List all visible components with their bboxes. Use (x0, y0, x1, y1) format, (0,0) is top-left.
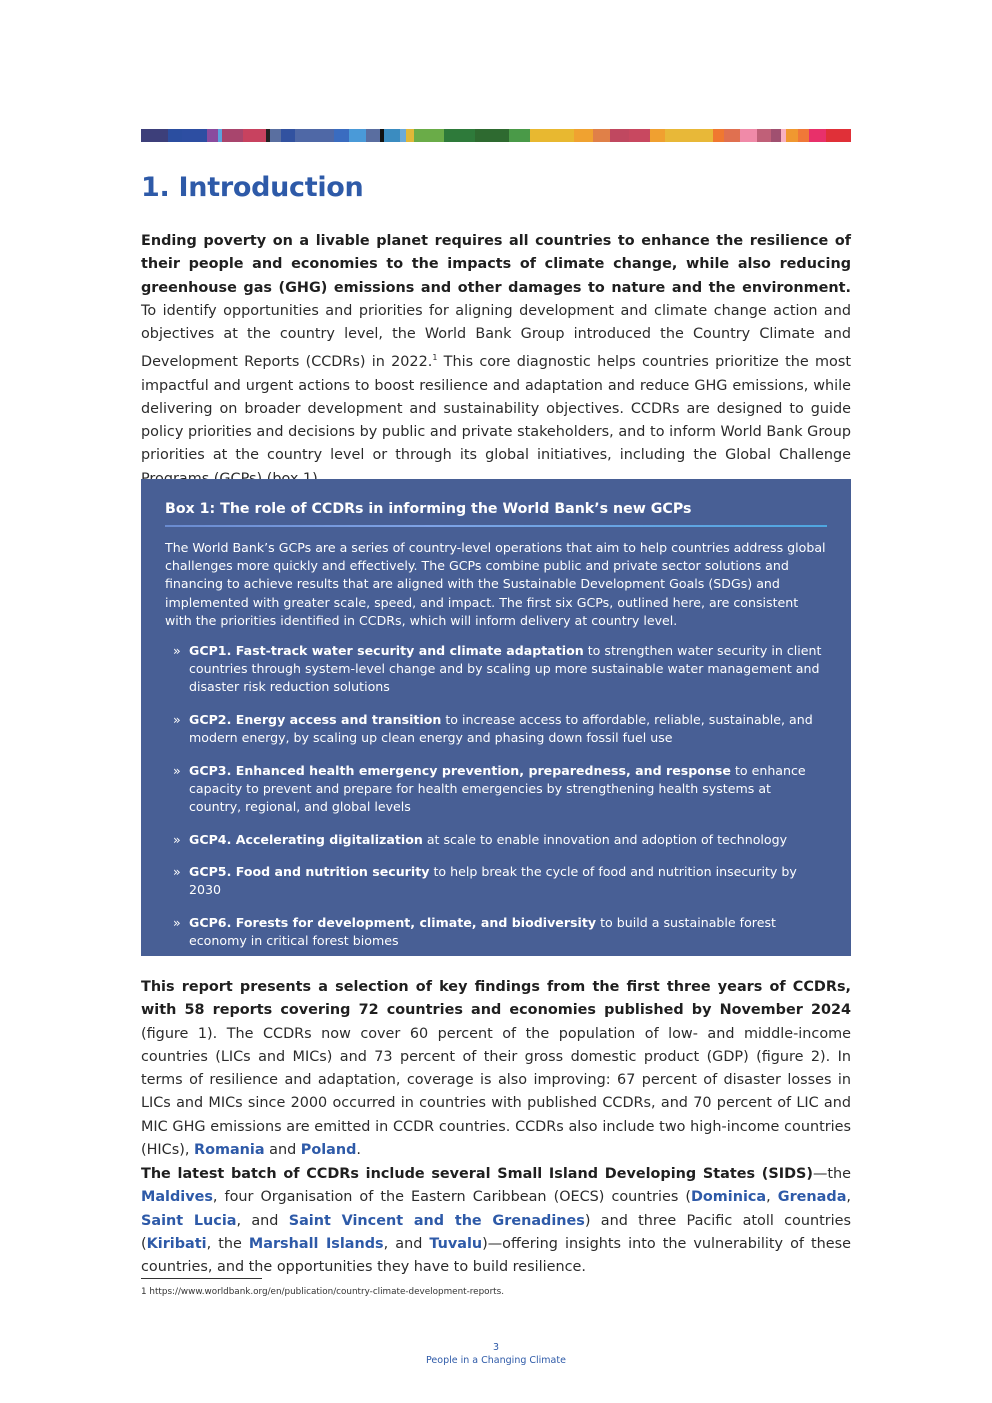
bullet-icon: » (173, 643, 181, 659)
color-stripe-segment (475, 129, 509, 142)
publication-title: People in a Changing Climate (426, 1355, 566, 1366)
color-stripe-segment (168, 129, 182, 142)
link-romania[interactable]: Romania (194, 1142, 265, 1159)
box-title-rule (165, 525, 827, 527)
color-stripe-segment (281, 129, 295, 142)
color-stripe-segment (207, 129, 218, 142)
color-stripe-segment (509, 129, 530, 142)
gcp-item (165, 914, 827, 950)
gcp-desc: to help break the cycle of food and nutrition insecurity by 2030 (189, 864, 797, 898)
color-stripe-segment (826, 129, 851, 142)
bullet-icon: » (173, 711, 181, 727)
color-stripe-segment (610, 129, 629, 142)
color-stripe-segment (222, 129, 243, 142)
color-stripe-segment (574, 129, 593, 142)
color-stripe-segment (786, 129, 799, 142)
text: , and (236, 1212, 289, 1229)
sids-lead: The latest batch of CCDRs include several Small Island Developing States (SIDS) (141, 1166, 813, 1182)
color-stripe-segment (798, 129, 809, 142)
color-stripe-segment (243, 129, 266, 142)
box-title: Box 1: The role of CCDRs in informing the World Bank’s new GCPs (165, 501, 692, 517)
color-stripe-segment (665, 129, 690, 142)
box-1 (141, 479, 851, 956)
color-stripe-segment (530, 129, 559, 142)
sids-paragraph (141, 1163, 851, 1279)
link-grenada[interactable]: Grenada (777, 1189, 847, 1206)
intro-paragraph (141, 230, 851, 491)
text: )—offering insights into the vulnerability of these countries, and the opportunities they have to build resilience. (141, 1235, 852, 1276)
text: , four Organisation of the Eastern Caribbean (OECS) countries ( (212, 1189, 691, 1206)
bullet-icon: » (173, 914, 181, 930)
color-stripe-segment (295, 129, 314, 142)
footnote[interactable]: 1 https://www.worldbank.org/en/publication/country-climate-development-reports. (141, 1287, 505, 1297)
color-stripe-segment (414, 129, 443, 142)
findings-paragraph (141, 976, 851, 1162)
gcp-name: GCP6. Forests for development, climate, and biodiversity (189, 914, 597, 930)
color-stripe-segment (771, 129, 782, 142)
color-stripe-segment (757, 129, 771, 142)
page-number: 3 (492, 1342, 500, 1353)
color-stripe-segment (384, 129, 400, 142)
color-stripe-segment (406, 129, 414, 142)
intro-lead: Ending poverty on a livable planet requires all countries to enhance the resilience of their people and economies to the impacts of climate change, while also reducing greenhouse gas (GHG) emissions and other damages to nature and the environment. (141, 233, 851, 296)
color-stripe-segment (313, 129, 334, 142)
color-stripe-segment (690, 129, 713, 142)
color-stripe-segment (724, 129, 741, 142)
gcp-name: GCP3. Enhanced health emergency prevention, preparedness, and response (189, 762, 731, 778)
gcp-name: GCP5. Food and nutrition security (189, 864, 430, 880)
text: , (766, 1189, 778, 1206)
gcp-item (165, 831, 827, 849)
bullet-icon: » (173, 864, 181, 880)
text: —the (812, 1166, 851, 1182)
gcp-item (165, 863, 827, 899)
link-poland[interactable]: Poland (300, 1142, 357, 1159)
color-stripe-segment (334, 129, 349, 142)
box-intro: The World Bank’s GCPs are a series of country-level operations that aim to help countries address global challenges more quickly and effectively. The GCPs combine public and private sector solutions and financing to achieve results that are aligned with the Sustainable Development Goals (SDGs) and implemented with greater scale, speed, and impact. The first six GCPs, outlined here, are consistent with the priorities identified in CCDRs, which will inform delivery at country level. (165, 540, 826, 628)
gcp-item (165, 762, 827, 817)
link-saint-lucia[interactable]: Saint Lucia (141, 1212, 237, 1229)
color-stripe-segment (444, 129, 476, 142)
gcp-name: GCP1. Fast-track water security and climate adaptation (189, 643, 584, 659)
gcp-desc: to increase access to affordable, reliable, sustainable, and modern energy, by scaling up clean energy and phasing down fossil fuel use (189, 711, 813, 746)
color-stripe-segment (270, 129, 281, 142)
gcp-item (165, 711, 827, 747)
color-stripe-segment (593, 129, 610, 142)
gcp-desc: to enhance capacity to prevent and prepare for health emergencies by strengthening health systems at country, regional, and global levels (189, 762, 806, 815)
link-dominica[interactable]: Dominica (690, 1189, 767, 1206)
color-stripe-segment (740, 129, 757, 142)
gcp-name: GCP4. Accelerating digitalization (189, 831, 423, 847)
gcp-desc: to strengthen water security in client countries through system-level change and by scaling up more sustainable water management and disaster risk reduction solutions (189, 643, 822, 695)
gcp-desc: to build a sustainable forest economy in critical forest biomes (189, 914, 776, 948)
footnote-divider (141, 1278, 262, 1279)
color-stripe-banner (141, 129, 851, 142)
intro-body-b: This core diagnostic helps countries prioritize the most impactful and urgent actions to boost resilience and adaptation and reduce GHG emissions, while delivering on broader development and sustainability objectives. CCDRs are designed to guide policy priorities and decisions by public and private stakeholders, and to inform World Bank Group priorities at the country level or through its global initiatives, including the Global Challenge (141, 354, 851, 464)
color-stripe-segment (650, 129, 665, 142)
color-stripe-segment (349, 129, 366, 142)
link-tuvalu[interactable]: Tuvalu (429, 1235, 483, 1252)
color-stripe-segment (809, 129, 826, 142)
bullet-icon: » (173, 762, 181, 778)
link-marshall-islands[interactable]: Marshall Islands (248, 1235, 384, 1252)
findings-lead: This report presents a selection of key findings from the first three years of CCDRs, with 58 reports covering 72 countries and economies published by November 2024 (141, 979, 851, 1019)
color-stripe-segment (366, 129, 380, 142)
text-end: . (356, 1142, 361, 1159)
color-stripe-segment (713, 129, 724, 142)
color-stripe-segment (182, 129, 207, 142)
gcp-list (165, 642, 827, 950)
intro-body-a: To identify opportunities and priorities for aligning development and climate change action and objectives at the country level, the World Bank Group introduced the Country Climate and Development Reports (CCDRs) in 2022. (141, 302, 851, 371)
text: ) and three Pacific atoll countries ( (141, 1212, 852, 1252)
text: , (846, 1189, 851, 1206)
color-stripe-segment (141, 129, 168, 142)
gcp-desc: at scale to enable innovation and adoption of technology (422, 831, 788, 847)
color-stripe-segment (629, 129, 650, 142)
text: , and (383, 1235, 430, 1252)
gcp-item (165, 642, 827, 697)
findings-body: (figure 1). The CCDRs now cover 60 percent of the population of low- and middle-income countries (LICs and MICs) and 73 percent of their gross domestic product (GDP) (figure 2). In terms of resilience and adaptation, coverage is also improving: 67 percent of disaster losses in LICs and MICs since 2000 occurred in countries with published CCDRs, and 70 percent of LIC and MIC GHG emissions are emitted in CCDR countries. CCDRs also include two high-income countries (HICs), (141, 1025, 851, 1159)
text: , the (206, 1235, 249, 1252)
text-and: and (264, 1142, 301, 1159)
bullet-icon: » (173, 831, 181, 847)
color-stripe-segment (559, 129, 574, 142)
footnote-ref[interactable]: 1 (432, 353, 438, 363)
link-kiribati[interactable]: Kiribati (146, 1235, 207, 1252)
link-saint-vincent[interactable]: Saint Vincent and the Grenadines (288, 1212, 585, 1229)
section-heading: 1. Introduction (141, 172, 364, 203)
gcp-name: GCP2. Energy access and transition (189, 711, 442, 727)
link-maldives[interactable]: Maldives (141, 1189, 213, 1206)
